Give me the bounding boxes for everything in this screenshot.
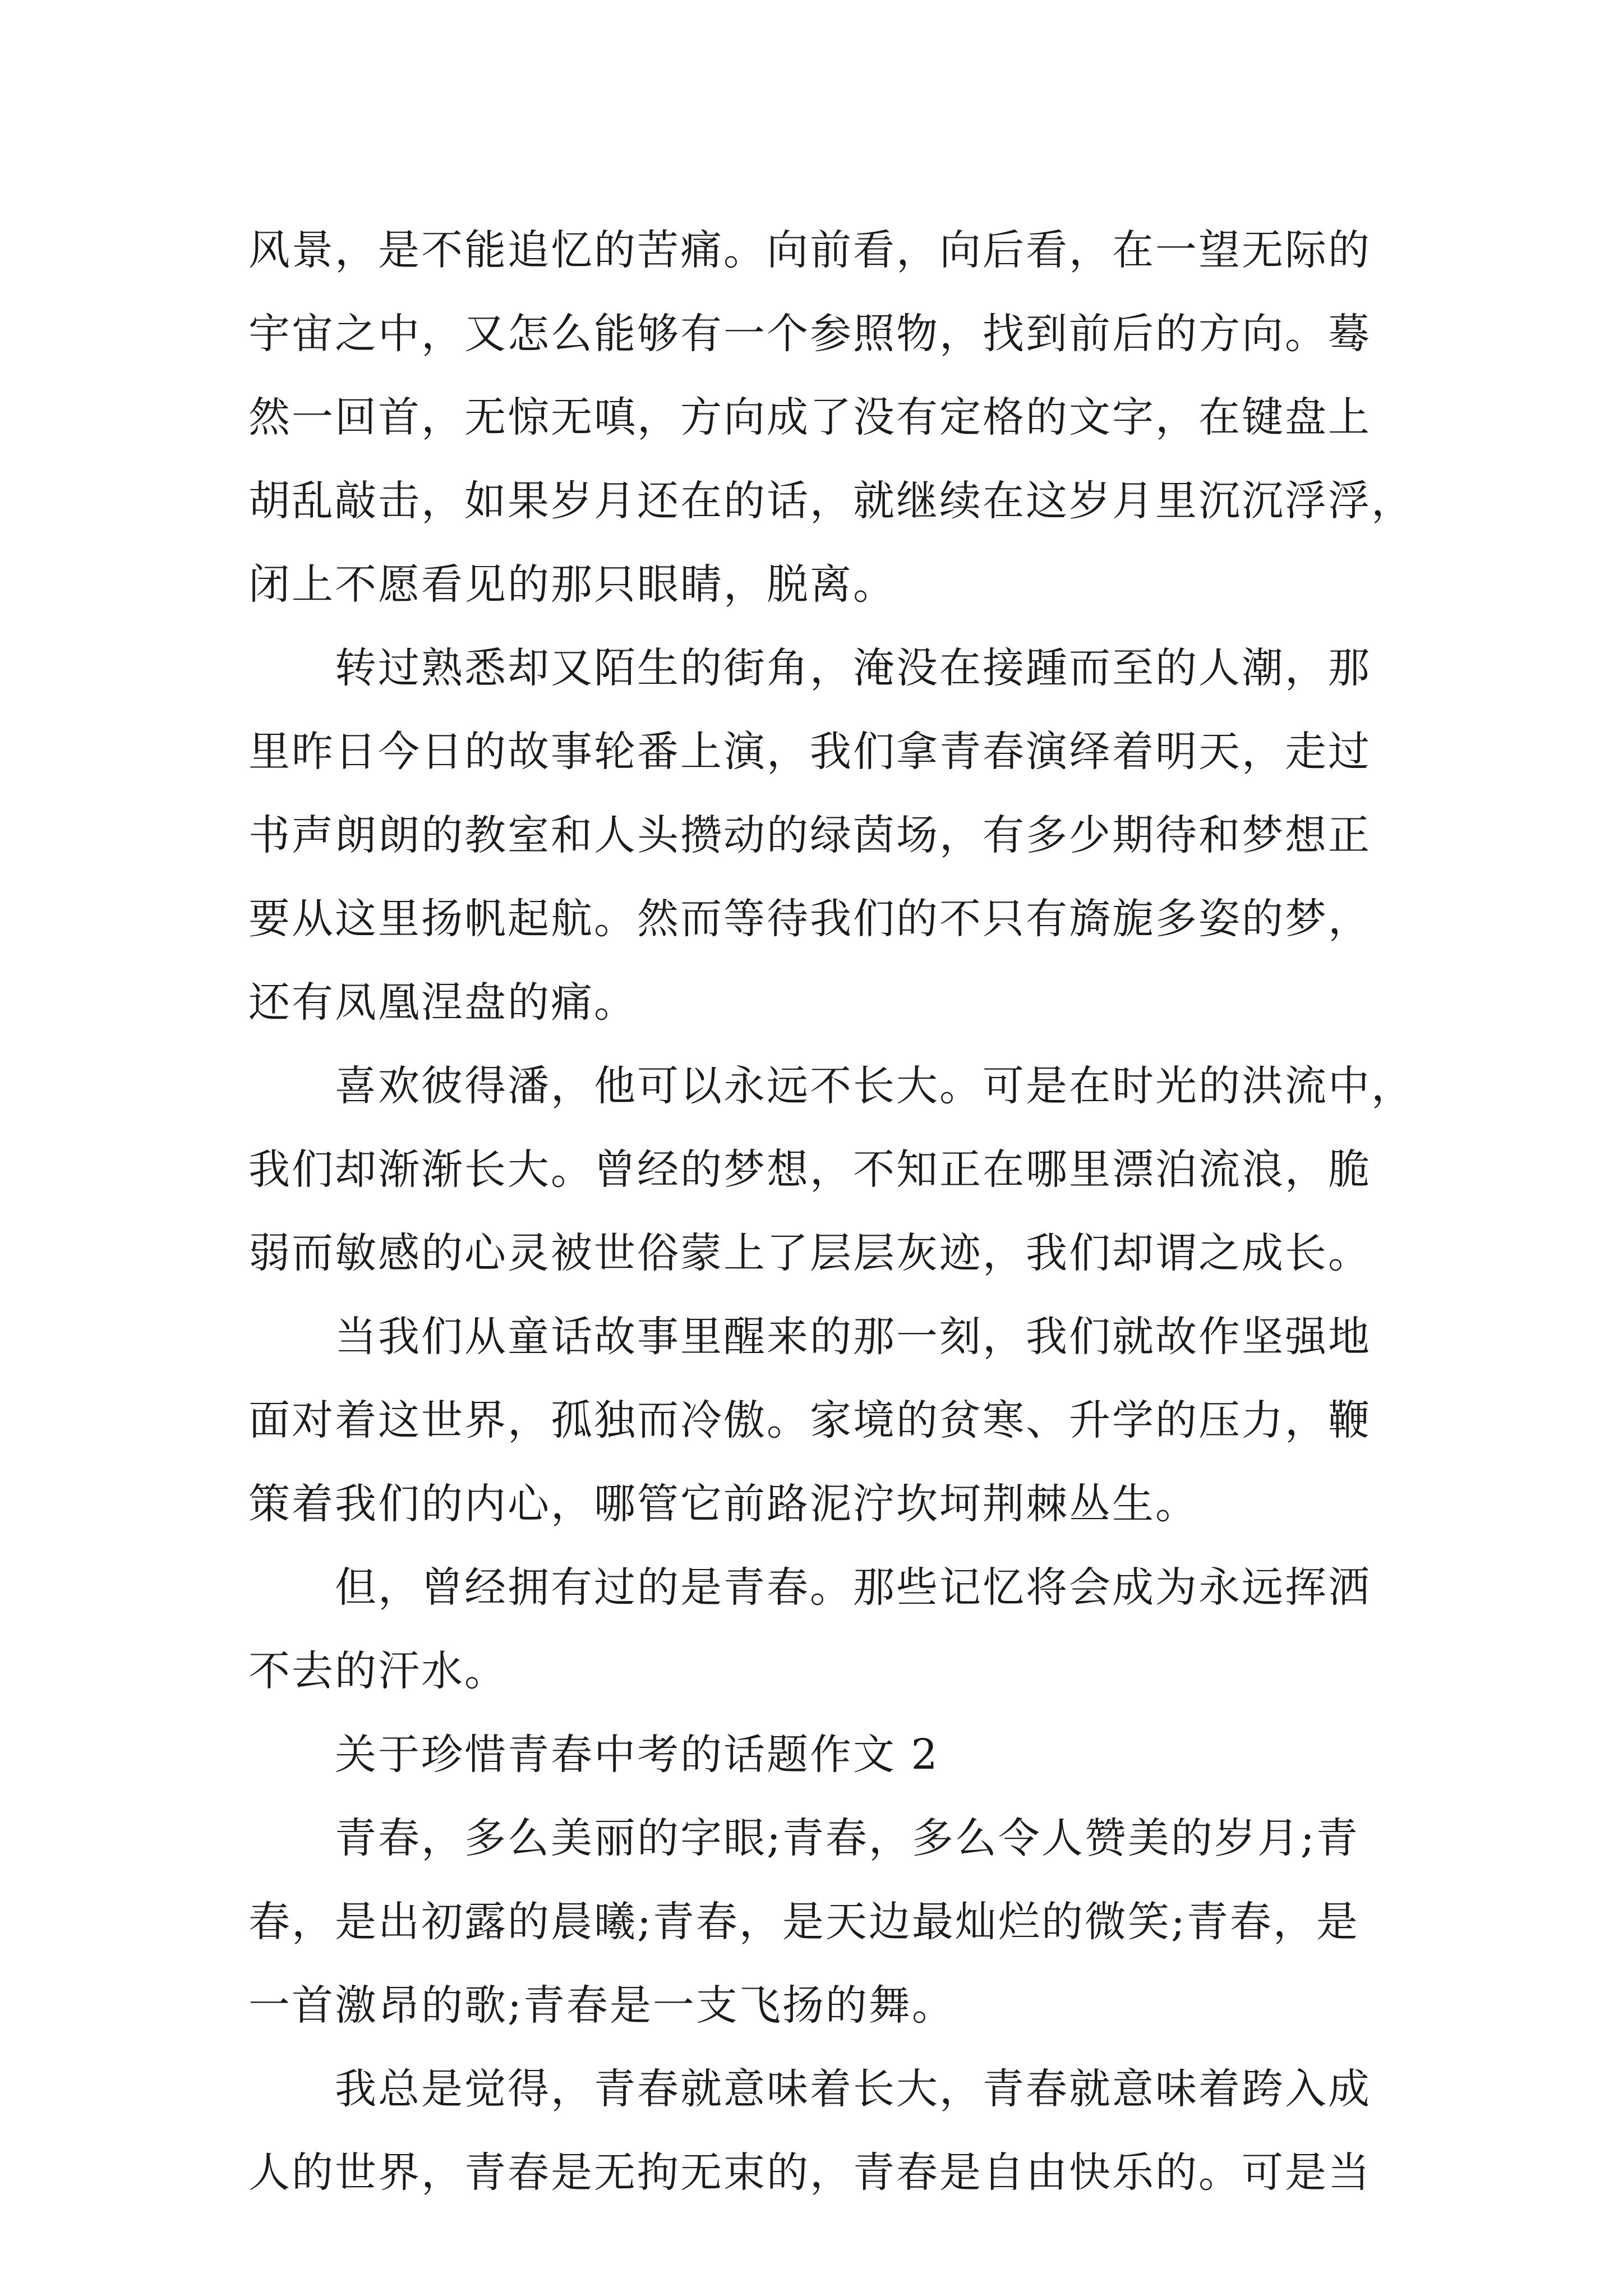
paragraph-3	[248, 1045, 1414, 1295]
text-line: 书声朗朗的教室和人头攒动的绿茵场，有多少期待和梦想正	[248, 811, 1371, 859]
text-line: 一首激昂的歌;青春是一支飞扬的舞。	[248, 1981, 955, 2030]
text-line: 当我们从童话故事里醒来的那一刻，我们就故作坚强地	[248, 1313, 1371, 1361]
text-line: 宇宙之中，又怎么能够有一个参照物，找到前后的方向。蓦	[248, 310, 1371, 358]
text-line: 策着我们的内心，哪管它前路泥泞坎坷荆棘丛生。	[248, 1480, 1198, 1528]
text-line: 我们却渐渐长大。曾经的梦想，不知正在哪里漂泊流浪，脆	[248, 1145, 1371, 1194]
text-line: 青春，多么美丽的字眼;青春，多么令人赞美的岁月;青	[248, 1814, 1359, 1862]
paragraph-1	[248, 209, 1414, 627]
text-line: 闭上不愿看见的那只眼睛，脱离。	[248, 560, 896, 609]
paragraph-8	[248, 2047, 1381, 2215]
text-line: 人的世界，青春是无拘无束的，青春是自由快乐的。可是当	[248, 2148, 1371, 2197]
paragraph-5	[248, 1546, 1381, 1713]
section-heading	[248, 1713, 1381, 1797]
text-line: 还有凤凰涅盘的痛。	[248, 978, 637, 1027]
text-line: 然一回首，无惊无嗔，方向成了没有定格的文字，在键盘上	[248, 393, 1371, 441]
paragraph-2	[248, 627, 1381, 1045]
text-line: 我总是觉得，青春就意味着长大，青春就意味着跨入成	[248, 2065, 1371, 2113]
paragraph-4	[248, 1295, 1381, 1546]
text-line: 不去的汗水。	[248, 1647, 508, 1695]
text-line: 春，是出初露的晨曦;青春，是天边最灿烂的微笑;青春，是	[248, 1898, 1359, 1946]
text-line: 喜欢彼得潘，他可以永远不长大。可是在时光的洪流中，	[248, 1062, 1414, 1110]
text-line: 要从这里扬帆起航。然而等待我们的不只有旖旎多姿的梦，	[248, 895, 1371, 943]
text-line: 但，曾经拥有过的是青春。那些记忆将会成为永远挥洒	[248, 1563, 1371, 1612]
text-line: 转过熟悉却又陌生的街角，淹没在接踵而至的人潮，那	[248, 644, 1371, 692]
text-line: 关于珍惜青春中考的话题作文 2	[248, 1731, 939, 1779]
text-line: 弱而敏感的心灵被世俗蒙上了层层灰迹，我们却谓之成长。	[248, 1229, 1371, 1277]
text-line: 里昨日今日的故事轮番上演，我们拿青春演绎着明天，走过	[248, 728, 1371, 776]
paragraph-7	[248, 1797, 1381, 2047]
document-body	[248, 209, 1414, 2215]
text-line: 面对着这世界，孤独而冷傲。家境的贫寒、升学的压力，鞭	[248, 1396, 1371, 1444]
text-line: 胡乱敲击，如果岁月还在的话，就继续在这岁月里沉沉浮浮，	[248, 477, 1414, 525]
text-line: 风景，是不能追忆的苦痛。向前看，向后看，在一望无际的	[248, 226, 1371, 274]
